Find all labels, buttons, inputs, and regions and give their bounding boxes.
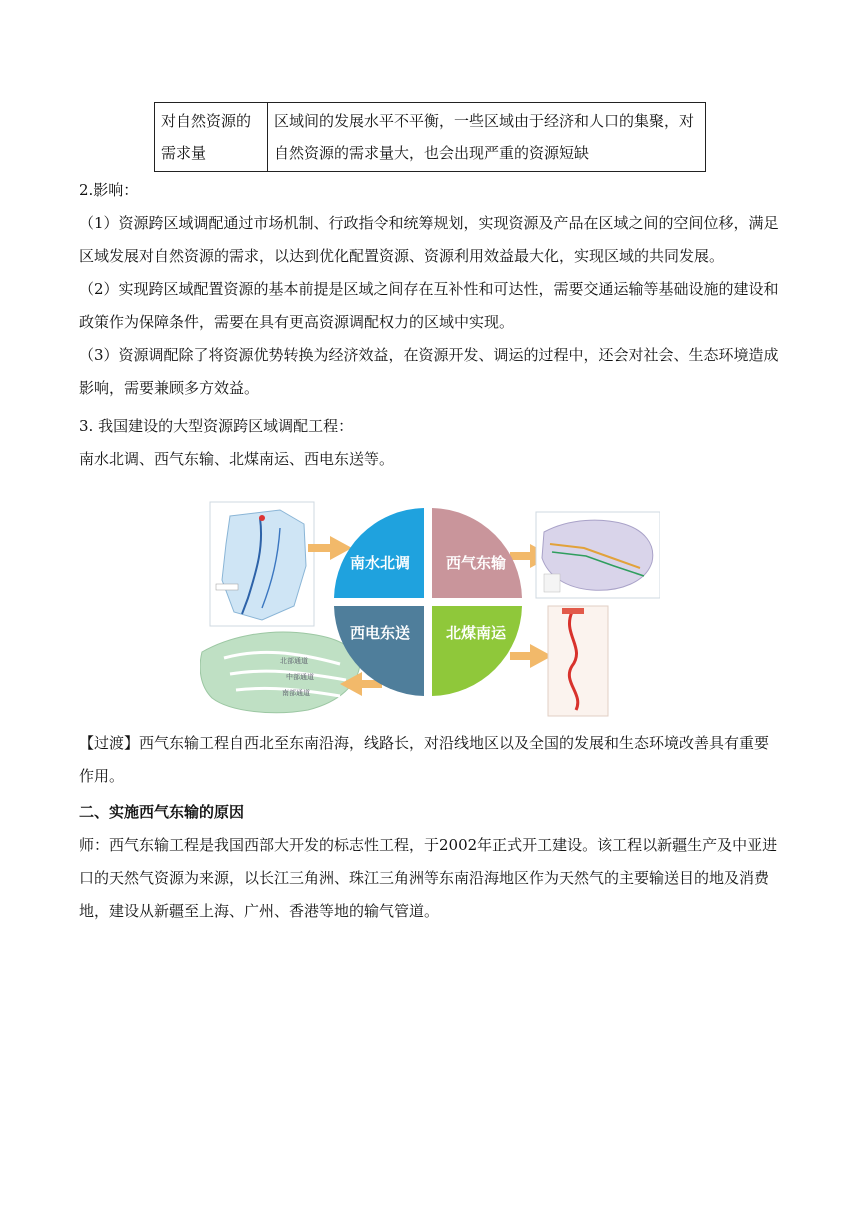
china-power-map-image (200, 632, 360, 713)
map-legend-middle: 中部通道 (286, 673, 314, 681)
paragraph-1: （1）资源跨区域调配通过市场机制、行政指令和统筹规划，实现资源及产品在区域之间的空间位移，满足区域发展对自然资源的需求，以达到优化配置资源、资源利用效益最大化，实现区域的共同发展。 (79, 214, 779, 265)
section-3-heading: 3. 我国建设的大型资源跨区域调配工程： (79, 417, 354, 435)
gas-map-image (536, 512, 660, 598)
resource-table (154, 102, 706, 172)
figure-svg (200, 488, 660, 718)
quadrant-north-south-coal (432, 606, 522, 696)
table-cell-label: 对自然资源的需求量 (155, 103, 268, 172)
arrow-right-bottom-icon (510, 644, 552, 668)
paragraph-2: （2）实现跨区域配置资源的基本前提是区域之间存在互补性和可达性，需要交通运输等基础设施的建设和政策作为保障条件，需要在具有更高资源调配权力的区域中实现。 (79, 280, 779, 331)
resource-projects-figure (200, 488, 660, 718)
water-map-image (210, 502, 314, 626)
quadrant-label-north-south-coal: 北煤南运 (445, 624, 507, 642)
table-row (155, 103, 706, 172)
map-legend-north: 北部通道 (280, 657, 308, 665)
quadrant-label-west-east-power: 西电东送 (349, 624, 411, 642)
teacher-paragraph: 师：西气东输工程是我国西部大开发的标志性工程，于2002年正式开工建设。该工程以新疆生产及中亚进口的天然气资源为来源，以长江三角洲、珠江三角洲等东南沿海地区作为天然气的主要输送目的地及消费地，建设从新疆至上海、广州、香港等地的输气管道。 (79, 836, 778, 920)
table-cell-content: 区域间的发展水平不平衡，一些区域由于经济和人口的集聚，对自然资源的需求量大，也会出现严重的资源短缺 (268, 103, 706, 172)
map-legend-south: 南部通道 (282, 689, 310, 697)
transition-paragraph: 【过渡】西气东输工程自西北至东南沿海，线路长，对沿线地区以及全国的发展和生态环境改善具有重要作用。 (79, 734, 770, 785)
coal-route-image (548, 606, 608, 716)
section-2-heading: 2.影响： (79, 181, 139, 199)
quadrant-west-east-gas (432, 508, 522, 598)
quadrant-label-west-east-gas: 西气东输 (445, 554, 507, 572)
paragraph-3: （3）资源调配除了将资源优势转换为经济效益，在资源开发、调运的过程中，还会对社会、生态环境造成影响，需要兼顾多方效益。 (79, 346, 779, 397)
project-list: 南水北调、西气东输、北煤南运、西电东送等。 (79, 450, 395, 468)
section-heading-2: 二、实施西气东输的原因 (79, 803, 245, 821)
quadrant-circle (334, 508, 522, 696)
quadrant-south-north-water (334, 508, 424, 598)
quadrant-label-south-north-water: 南水北调 (349, 554, 411, 572)
